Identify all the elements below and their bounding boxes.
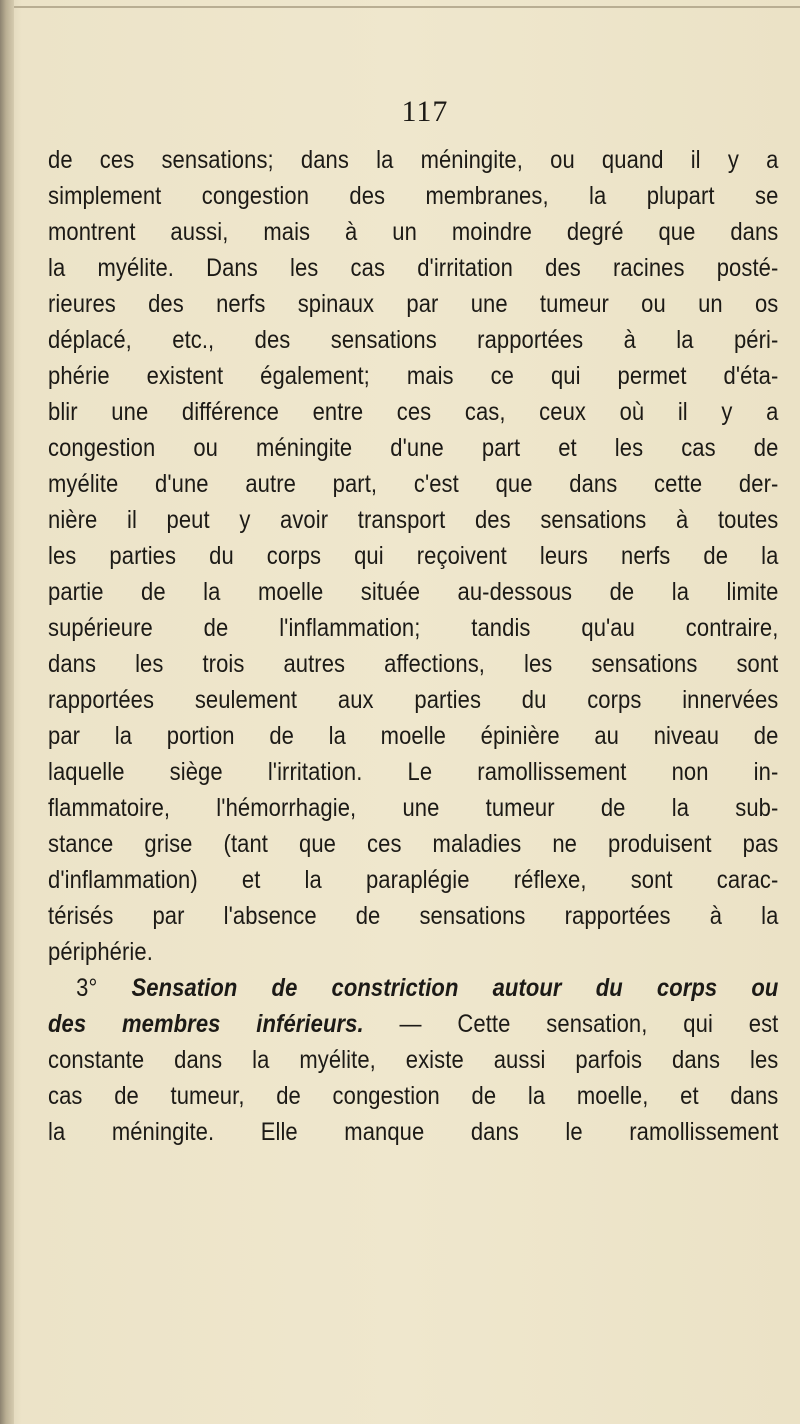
section-title-part-2: des membres inférieurs. xyxy=(48,1010,364,1038)
section-heading-line xyxy=(48,970,778,1006)
text-line: simplement congestion des membranes, la plupart se xyxy=(48,182,779,210)
section-title-part-1: Sensation de constriction autour du corps ou xyxy=(131,974,779,1002)
text-line: laquelle siège l'irritation. Le ramollissement non in- xyxy=(48,758,779,786)
top-edge-rule xyxy=(14,6,800,8)
text-line: supérieure de l'inflammation; tandis qu'au contraire, xyxy=(48,614,779,642)
text-line: térisés par l'absence de sensations rapportées à la xyxy=(48,902,779,930)
text-line: constante dans la myélite, existe aussi parfois dans les xyxy=(48,1046,779,1074)
text-line: la myélite. Dans les cas d'irritation des racines posté- xyxy=(48,254,779,282)
section-text-start: — Cette sensation, qui est xyxy=(399,1010,779,1038)
section-heading-line-2 xyxy=(48,1006,778,1042)
text-line: par la portion de la moelle épinière au niveau de xyxy=(48,722,779,750)
text-line: périphérie. xyxy=(48,938,153,966)
text-line: rapportées seulement aux parties du corps innervées xyxy=(48,686,779,714)
text-line: myélite d'une autre part, c'est que dans cette der- xyxy=(48,470,779,498)
text-line: d'inflammation) et la paraplégie réflexe, sont carac- xyxy=(48,866,779,894)
text-line: phérie existent également; mais ce qui permet d'éta- xyxy=(48,362,779,390)
text-line: de ces sensations; dans la méningite, ou quand il y a xyxy=(48,146,779,174)
section-number: 3° xyxy=(76,974,98,1002)
text-line: cas de tumeur, de congestion de la moelle, et dans xyxy=(48,1082,779,1110)
text-line: flammatoire, l'hémorrhagie, une tumeur de la sub- xyxy=(48,794,779,822)
page-number: 117 xyxy=(401,95,449,128)
text-line: les parties du corps qui reçoivent leurs nerfs de la xyxy=(48,542,779,570)
binding-edge xyxy=(0,0,14,1424)
text-line: nière il peut y avoir transport des sensations à toutes xyxy=(48,506,779,534)
text-line: blir une différence entre ces cas, ceux où il y a xyxy=(48,398,779,426)
text-line: montrent aussi, mais à un moindre degré que dans xyxy=(48,218,779,246)
body-text xyxy=(48,142,780,1150)
text-line: congestion ou méningite d'une part et les cas de xyxy=(48,434,779,462)
text-line: rieures des nerfs spinaux par une tumeur ou un os xyxy=(48,290,779,318)
text-line: dans les trois autres affections, les sensations sont xyxy=(48,650,779,678)
text-line: partie de la moelle située au-dessous de la limite xyxy=(48,578,779,606)
text-line: déplacé, etc., des sensations rapportées à la péri- xyxy=(48,326,779,354)
text-line: stance grise (tant que ces maladies ne produisent pas xyxy=(48,830,779,858)
text-line: la méningite. Elle manque dans le ramollissement xyxy=(48,1118,779,1146)
